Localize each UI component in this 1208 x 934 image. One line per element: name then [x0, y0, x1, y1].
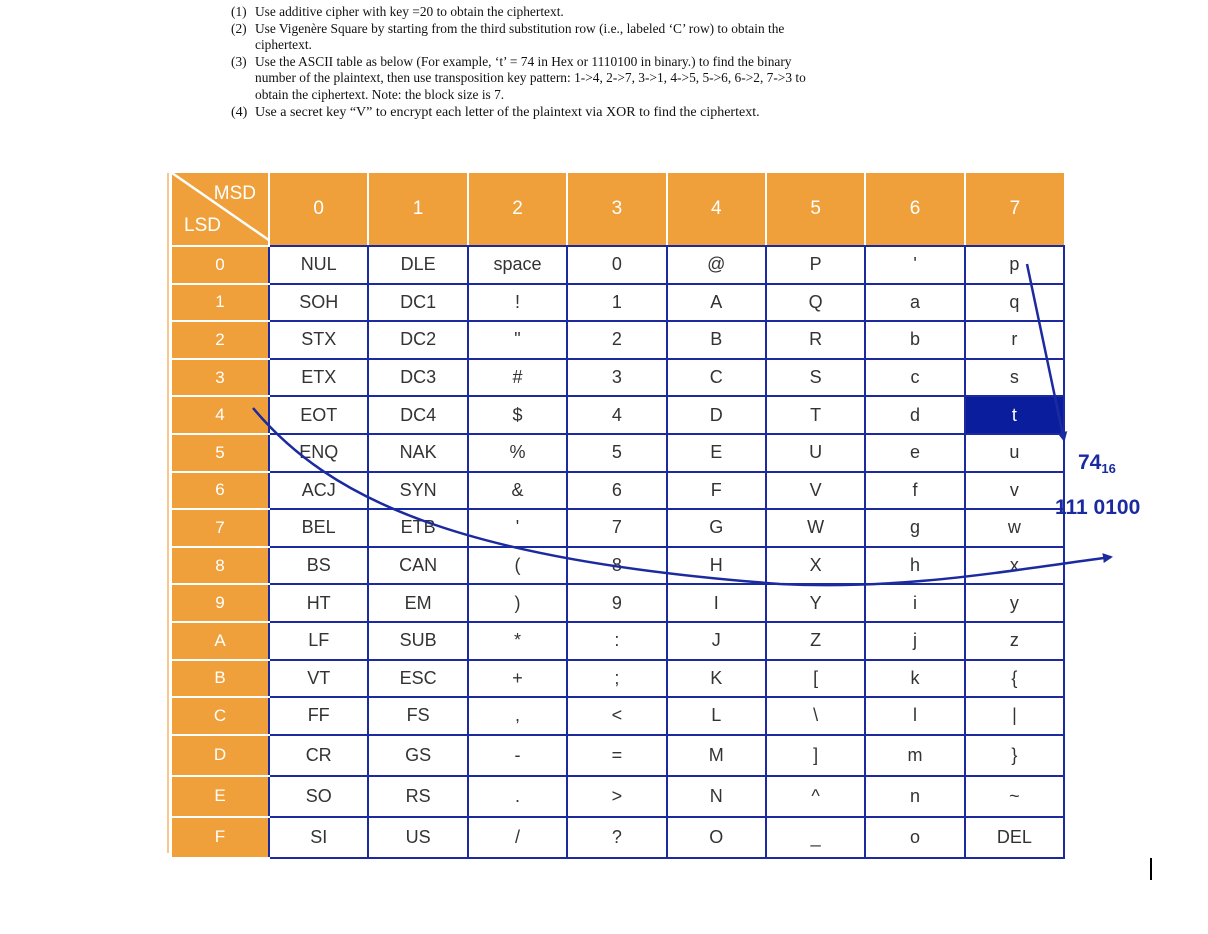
table-cell: 8 — [567, 547, 666, 585]
table-cell: F — [667, 472, 766, 510]
table-cell: w — [965, 509, 1064, 547]
table-cell: l — [865, 697, 964, 735]
table-cell: NUL — [269, 246, 368, 284]
table-cell: R — [766, 321, 865, 359]
table-cell: Y — [766, 584, 865, 622]
lsd-label: LSD — [184, 215, 221, 236]
table-row — [172, 434, 1064, 472]
table-cell: z — [965, 622, 1064, 660]
row-header: D — [172, 735, 269, 776]
table-cell: W — [766, 509, 865, 547]
table-row — [172, 776, 1064, 817]
table-cell: u — [965, 434, 1064, 472]
table-cell: CAN — [368, 547, 467, 585]
table-cell: US — [368, 817, 467, 858]
table-cell: r — [965, 321, 1064, 359]
table-cell: O — [667, 817, 766, 858]
table-cell: U — [766, 434, 865, 472]
table-cell: GS — [368, 735, 467, 776]
table-cell: VT — [269, 660, 368, 698]
table-cell: FF — [269, 697, 368, 735]
table-cell: e — [865, 434, 964, 472]
instruction-text: Use additive cipher with key =20 to obtain the ciphertext. — [255, 4, 564, 19]
table-cell: RS — [368, 776, 467, 817]
table-cell: a — [865, 284, 964, 322]
table-cell: SYN — [368, 472, 467, 510]
msd-label: MSD — [213, 183, 256, 204]
table-cell: ESC — [368, 660, 467, 698]
hex-value: 74 — [1078, 451, 1102, 474]
table-body — [172, 246, 1064, 858]
table-cell: V — [766, 472, 865, 510]
table-cell: A — [667, 284, 766, 322]
table-cell: ENQ — [269, 434, 368, 472]
table-cell: 5 — [567, 434, 666, 472]
table-cell: b — [865, 321, 964, 359]
table-cell: 1 — [567, 284, 666, 322]
table-row — [172, 284, 1064, 322]
table-cell: SI — [269, 817, 368, 858]
row-header: 2 — [172, 321, 269, 359]
table-cell: N — [667, 776, 766, 817]
row-header: 0 — [172, 246, 269, 284]
table-cell: LF — [269, 622, 368, 660]
table-cell: s — [965, 359, 1064, 397]
table-cell: I — [667, 584, 766, 622]
table-cell: ; — [567, 660, 666, 698]
table-cell: i — [865, 584, 964, 622]
row-header: 9 — [172, 584, 269, 622]
column-header: 2 — [468, 173, 567, 246]
row-header: E — [172, 776, 269, 817]
table-cell: SO — [269, 776, 368, 817]
table-row — [172, 321, 1064, 359]
instruction-number: (3) — [231, 53, 247, 69]
table-cell: BEL — [269, 509, 368, 547]
table-cell: B — [667, 321, 766, 359]
text-cursor — [1150, 858, 1152, 880]
table-cell: H — [667, 547, 766, 585]
table-cell: DLE — [368, 246, 467, 284]
table-cell: ) — [468, 584, 567, 622]
table-cell: ~ — [965, 776, 1064, 817]
table-cell: p — [965, 246, 1064, 284]
table-cell: ( — [468, 547, 567, 585]
row-header: 6 — [172, 472, 269, 510]
instruction-item — [231, 105, 831, 122]
table-cell: 4 — [567, 396, 666, 434]
table-cell: { — [965, 660, 1064, 698]
instructions-list — [231, 4, 831, 121]
table-cell: E — [667, 434, 766, 472]
table-cell: ' — [865, 246, 964, 284]
table-cell: 0 — [567, 246, 666, 284]
table-cell: ? — [567, 817, 666, 858]
table-cell: # — [468, 359, 567, 397]
table-cell: y — [965, 584, 1064, 622]
instruction-item — [231, 4, 831, 21]
table-cell: q — [965, 284, 1064, 322]
table-cell: @ — [667, 246, 766, 284]
instruction-item — [231, 21, 831, 54]
table-cell: $ — [468, 396, 567, 434]
row-header: 3 — [172, 359, 269, 397]
table-cell: | — [965, 697, 1064, 735]
table-cell: DC3 — [368, 359, 467, 397]
table-cell: ! — [468, 284, 567, 322]
table-cell: L — [667, 697, 766, 735]
table-cell: STX — [269, 321, 368, 359]
row-header: 5 — [172, 434, 269, 472]
table-cell: 3 — [567, 359, 666, 397]
table-cell: 2 — [567, 321, 666, 359]
table-cell: o — [865, 817, 964, 858]
table-row — [172, 584, 1064, 622]
row-header: F — [172, 817, 269, 858]
table-cell: DEL — [965, 817, 1064, 858]
column-header: 5 — [766, 173, 865, 246]
table-cell: n — [865, 776, 964, 817]
table-cell: x — [965, 547, 1064, 585]
table-cell: = — [567, 735, 666, 776]
table-row — [172, 622, 1064, 660]
table-cell: ' — [468, 509, 567, 547]
table-cell: / — [468, 817, 567, 858]
column-header: 7 — [965, 173, 1064, 246]
table-cell: DC4 — [368, 396, 467, 434]
instruction-number: (2) — [231, 20, 247, 36]
table-cell: G — [667, 509, 766, 547]
table-cell: + — [468, 660, 567, 698]
table-cell: space — [468, 246, 567, 284]
table-cell: SOH — [269, 284, 368, 322]
table-cell: J — [667, 622, 766, 660]
table-cell: C — [667, 359, 766, 397]
table-cell: CR — [269, 735, 368, 776]
table-cell: S — [766, 359, 865, 397]
table-row — [172, 472, 1064, 510]
table-left-edge — [167, 173, 169, 853]
table-cell: , — [468, 697, 567, 735]
table-cell: M — [667, 735, 766, 776]
column-header: 1 — [368, 173, 467, 246]
table-cell: - — [468, 735, 567, 776]
table-cell: k — [865, 660, 964, 698]
table-cell: f — [865, 472, 964, 510]
table-cell: HT — [269, 584, 368, 622]
column-header: 4 — [667, 173, 766, 246]
column-header: 6 — [865, 173, 964, 246]
instruction-number: (4) — [231, 104, 248, 120]
table-row — [172, 817, 1064, 858]
table-cell: Z — [766, 622, 865, 660]
instruction-text: Use the ASCII table as below (For example, ‘t’ = 74 in Hex or 1110100 in binary.) to find the binary number of the plaintext, then use transposition key pattern: 1->4, 2->7, 3->1, 4->5, 5->6, 6->2, 7->3 to obtain the ciphertext. Note: the block size is 7. — [255, 53, 806, 102]
row-header: 1 — [172, 284, 269, 322]
column-header: 3 — [567, 173, 666, 246]
column-header-row — [172, 173, 1064, 246]
table-row — [172, 735, 1064, 776]
table-cell: % — [468, 434, 567, 472]
column-header: 0 — [269, 173, 368, 246]
ascii-table — [172, 173, 1065, 859]
table-row — [172, 660, 1064, 698]
table-cell: < — [567, 697, 666, 735]
table-cell: SUB — [368, 622, 467, 660]
table-cell: T — [766, 396, 865, 434]
table-cell: EOT — [269, 396, 368, 434]
table-row — [172, 246, 1064, 284]
table-row — [172, 547, 1064, 585]
table-row — [172, 509, 1064, 547]
instruction-number: (1) — [231, 4, 247, 19]
table-cell: & — [468, 472, 567, 510]
table-cell: h — [865, 547, 964, 585]
corner-header — [172, 173, 269, 246]
row-header: C — [172, 697, 269, 735]
table-cell: BS — [269, 547, 368, 585]
row-header: 8 — [172, 547, 269, 585]
table-cell: Q — [766, 284, 865, 322]
table-cell: _ — [766, 817, 865, 858]
table-row — [172, 697, 1064, 735]
table-cell: K — [667, 660, 766, 698]
table-row — [172, 359, 1064, 397]
table-cell: . — [468, 776, 567, 817]
table-cell: FS — [368, 697, 467, 735]
table-cell: 6 — [567, 472, 666, 510]
table-cell: 9 — [567, 584, 666, 622]
table-cell: g — [865, 509, 964, 547]
row-header: B — [172, 660, 269, 698]
table-cell: m — [865, 735, 964, 776]
table-cell: ] — [766, 735, 865, 776]
table-cell: : — [567, 622, 666, 660]
row-header: A — [172, 622, 269, 660]
table-cell: X — [766, 547, 865, 585]
table-cell: D — [667, 396, 766, 434]
table-cell: ETX — [269, 359, 368, 397]
table-cell: * — [468, 622, 567, 660]
table-cell: d — [865, 396, 964, 434]
hex-subscript: 16 — [1101, 461, 1116, 476]
table-cell: P — [766, 246, 865, 284]
instruction-text: Use a secret key “V” to encrypt each letter of the plaintext via XOR to find the ciphertext. — [255, 104, 760, 120]
table-cell: EM — [368, 584, 467, 622]
row-header: 4 — [172, 396, 269, 434]
binary-value-label: 111 0100 — [1055, 496, 1141, 519]
instruction-item — [231, 54, 831, 104]
table-cell: " — [468, 321, 567, 359]
hex-value-label — [1078, 451, 1116, 476]
table-cell: \ — [766, 697, 865, 735]
table-row — [172, 396, 1064, 434]
table-cell: ACJ — [269, 472, 368, 510]
table-cell: v — [965, 472, 1064, 510]
table-cell: [ — [766, 660, 865, 698]
table-cell: DC2 — [368, 321, 467, 359]
table-cell: > — [567, 776, 666, 817]
table-cell: c — [865, 359, 964, 397]
table-cell: j — [865, 622, 964, 660]
row-header: 7 — [172, 509, 269, 547]
table-cell: ^ — [766, 776, 865, 817]
table-cell: 7 — [567, 509, 666, 547]
table-cell: ETB — [368, 509, 467, 547]
table-cell: NAK — [368, 434, 467, 472]
instruction-text: Use Vigenère Square by starting from the third substitution row (i.e., labeled ‘C’ row) to obtain the ciphertext. — [255, 20, 785, 53]
highlighted-cell: t — [965, 396, 1064, 434]
table-cell: } — [965, 735, 1064, 776]
table-cell: DC1 — [368, 284, 467, 322]
